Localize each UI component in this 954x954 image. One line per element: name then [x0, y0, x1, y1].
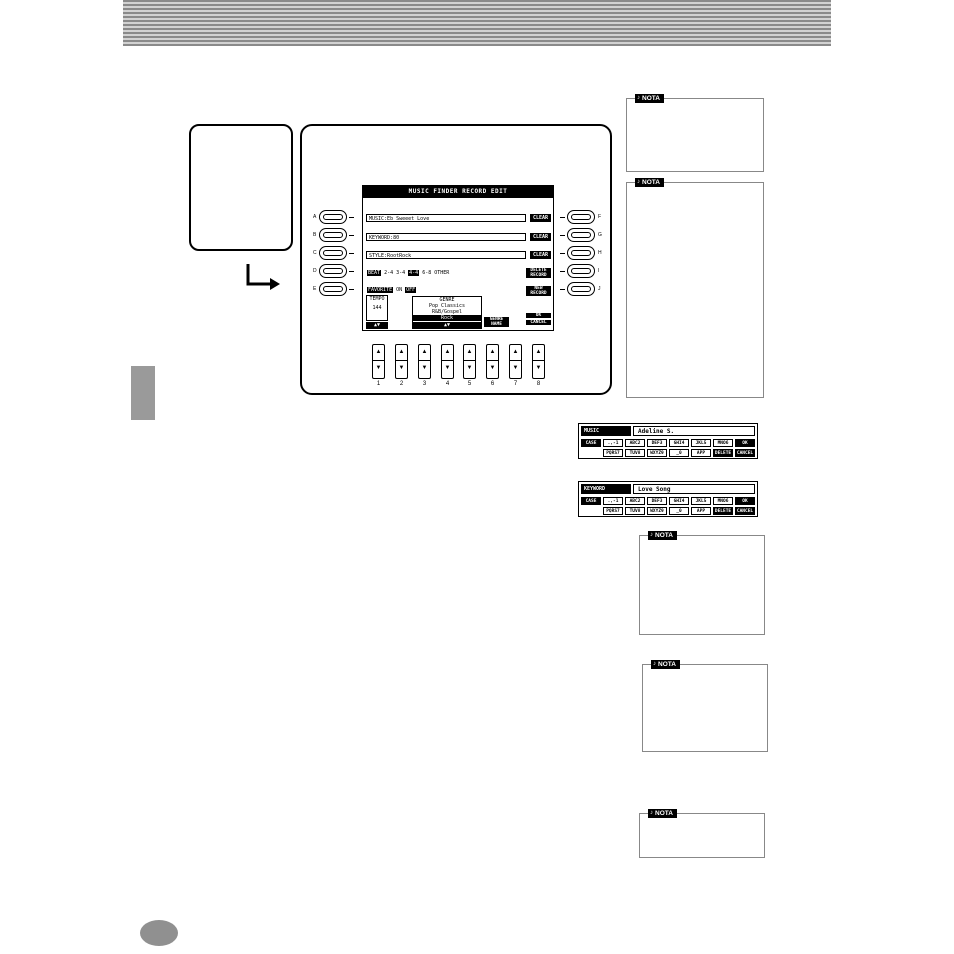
side-button-j[interactable]: [567, 282, 595, 296]
favorite-label: FAVORITE: [368, 287, 393, 293]
key[interactable]: .,-1: [603, 439, 623, 447]
entry-field-value[interactable]: Love Song: [633, 484, 755, 494]
page-header-band: [123, 0, 831, 46]
nota-tag: [635, 94, 664, 103]
genre-item[interactable]: Pop Classics: [428, 303, 466, 309]
bottom-button-label: 6: [490, 381, 495, 387]
bottom-button-label: 7: [513, 381, 518, 387]
key[interactable]: APP: [691, 449, 711, 457]
bottom-button-label: 5: [467, 381, 472, 387]
tempo-arrows[interactable]: ▲▼: [366, 322, 388, 329]
nota-tag: [651, 660, 680, 669]
nota-tag: [648, 531, 677, 540]
key[interactable]: TUV8: [625, 449, 645, 457]
genre-arrows[interactable]: ▲▼: [412, 322, 482, 329]
key[interactable]: _0: [669, 507, 689, 515]
chapter-tab: [131, 366, 155, 420]
bottom-button-7[interactable]: ▲ ▼: [509, 344, 522, 379]
side-label-i: I: [598, 268, 600, 274]
key-row-1: [581, 439, 755, 447]
beat-option-2-4[interactable]: 2-4: [384, 270, 394, 276]
side-label-f: F: [598, 214, 602, 220]
key-delete[interactable]: DELETE: [714, 451, 732, 456]
key[interactable]: .,-1: [603, 497, 623, 505]
favorite-on[interactable]: ON: [396, 287, 403, 293]
genre-name-button[interactable]: GENRE NAME: [484, 317, 509, 327]
key[interactable]: WXYZ9: [647, 507, 667, 515]
cancel-button[interactable]: CANCEL: [526, 320, 551, 325]
bottom-button-label: 4: [445, 381, 450, 387]
tempo-value: 144: [372, 305, 382, 311]
beat-option-3-4[interactable]: 3-4: [396, 270, 406, 276]
key[interactable]: JKL5: [691, 497, 711, 505]
bottom-button-1[interactable]: ▲ ▼: [372, 344, 385, 379]
delete-record-button[interactable]: DELETE RECORD: [526, 268, 551, 278]
entry-field-value[interactable]: Adeline S.: [633, 426, 755, 436]
page-number-marker: [140, 920, 178, 946]
key-blank: [581, 507, 601, 515]
side-button-i[interactable]: [567, 264, 595, 278]
nota-label: NOTA: [642, 95, 660, 102]
key-row-1: [581, 497, 755, 505]
key[interactable]: GHI4: [669, 439, 689, 447]
side-label-d: D: [313, 268, 317, 274]
key-cancel[interactable]: CANCEL: [736, 451, 754, 456]
tempo-label: TEMPO: [369, 296, 385, 302]
side-button-f[interactable]: [567, 210, 595, 224]
key-cancel[interactable]: CANCEL: [736, 509, 754, 514]
key[interactable]: GHI4: [669, 497, 689, 505]
favorite-row: [367, 286, 416, 294]
key[interactable]: TUV8: [625, 507, 645, 515]
nota-label: NOTA: [655, 810, 673, 817]
key[interactable]: APP: [691, 507, 711, 515]
key[interactable]: WXYZ9: [647, 449, 667, 457]
nota-tag: [648, 809, 677, 818]
music-note-icon: ♪: [650, 532, 653, 538]
side-label-h: H: [598, 250, 602, 256]
side-button-h[interactable]: [567, 246, 595, 260]
bottom-button-label: 8: [536, 381, 541, 387]
nota-label: NOTA: [642, 179, 660, 186]
side-label-j: J: [598, 286, 601, 292]
side-button-g[interactable]: [567, 228, 595, 242]
clear-music-button[interactable]: CLEAR: [530, 214, 551, 222]
side-button-c[interactable]: [319, 246, 347, 260]
bottom-button-label: 1: [376, 381, 381, 387]
side-button-b[interactable]: [319, 228, 347, 242]
genre-item[interactable]: R&B/Gospel: [431, 309, 463, 315]
beat-option-6-8[interactable]: 6-8: [422, 270, 432, 276]
genre-item-selected[interactable]: Rock: [413, 315, 481, 321]
key-row-2: [581, 449, 755, 457]
side-label-a: A: [313, 214, 317, 220]
bottom-button-6[interactable]: ▲ ▼: [486, 344, 499, 379]
music-note-icon: ♪: [653, 661, 656, 667]
genre-box: [412, 296, 482, 324]
music-name-entry-screen: [578, 423, 758, 459]
key[interactable]: _0: [669, 449, 689, 457]
nota-label: NOTA: [655, 532, 673, 539]
key-ok[interactable]: OK: [735, 439, 755, 447]
key-row-2: [581, 507, 755, 515]
bottom-button-4[interactable]: ▲ ▼: [441, 344, 454, 379]
bottom-button-8[interactable]: ▲ ▼: [532, 344, 545, 379]
arrow-right-icon: [244, 262, 284, 292]
key[interactable]: MNO6: [713, 439, 733, 447]
nota-box: [626, 179, 764, 398]
bottom-button-label: 2: [399, 381, 404, 387]
keyword-field[interactable]: KEYWORD:80: [366, 233, 526, 241]
key-ok[interactable]: OK: [735, 497, 755, 505]
genre-title: GENRE: [439, 297, 455, 303]
side-button-d[interactable]: [319, 264, 347, 278]
side-label-g: G: [598, 232, 602, 238]
music-field[interactable]: MUSIC:Eb Sweeet Love: [366, 214, 526, 222]
nota-box: [642, 661, 768, 752]
lcd-title: MUSIC FINDER RECORD EDIT: [363, 186, 553, 198]
bottom-button-5[interactable]: ▲ ▼: [463, 344, 476, 379]
key[interactable]: DEF3: [647, 497, 667, 505]
key-case[interactable]: CASE: [581, 439, 601, 447]
music-note-icon: ♪: [637, 179, 640, 185]
music-note-icon: ♪: [650, 810, 653, 816]
style-field[interactable]: STYLE:RootRock: [366, 251, 526, 259]
entry-field-label: MUSIC: [581, 426, 631, 436]
key-blank: [581, 449, 601, 457]
side-label-c: C: [313, 250, 317, 256]
entry-field-label: KEYWORD: [581, 484, 631, 494]
bottom-button-3[interactable]: ▲ ▼: [418, 344, 431, 379]
new-record-button[interactable]: NEW RECORD: [526, 286, 551, 296]
key-delete[interactable]: DELETE: [714, 509, 732, 514]
beat-option-4-4[interactable]: 4-4: [409, 270, 419, 276]
side-button-e[interactable]: [319, 282, 347, 296]
ok-button[interactable]: OK: [526, 313, 551, 318]
key[interactable]: PQRS7: [603, 449, 623, 457]
nota-tag: [635, 178, 664, 187]
side-button-a[interactable]: [319, 210, 347, 224]
key[interactable]: ABC2: [625, 439, 645, 447]
key[interactable]: DEF3: [647, 439, 667, 447]
beat-row: [367, 269, 449, 277]
music-note-icon: ♪: [637, 95, 640, 101]
nota-label: NOTA: [658, 661, 676, 668]
key[interactable]: JKL5: [691, 439, 711, 447]
bottom-button-label: 3: [422, 381, 427, 387]
key-case[interactable]: CASE: [581, 497, 601, 505]
callout-box: [189, 124, 293, 251]
lcd-screen: [362, 185, 554, 331]
nota-box: [626, 95, 764, 172]
key[interactable]: PQRS7: [603, 507, 623, 515]
keyword-entry-screen: [578, 481, 758, 517]
beat-label: BEAT: [368, 270, 381, 276]
key[interactable]: ABC2: [625, 497, 645, 505]
favorite-off[interactable]: OFF: [406, 287, 416, 293]
side-label-e: E: [313, 286, 317, 292]
side-label-b: B: [313, 232, 317, 238]
clear-style-button[interactable]: CLEAR: [530, 251, 551, 259]
clear-keyword-button[interactable]: CLEAR: [530, 233, 551, 241]
tempo-box: [366, 295, 388, 321]
nota-box: [639, 532, 765, 635]
key[interactable]: MNO6: [713, 497, 733, 505]
bottom-button-2[interactable]: ▲ ▼: [395, 344, 408, 379]
beat-option-other[interactable]: OTHER: [434, 270, 450, 276]
nota-box: [639, 810, 765, 858]
